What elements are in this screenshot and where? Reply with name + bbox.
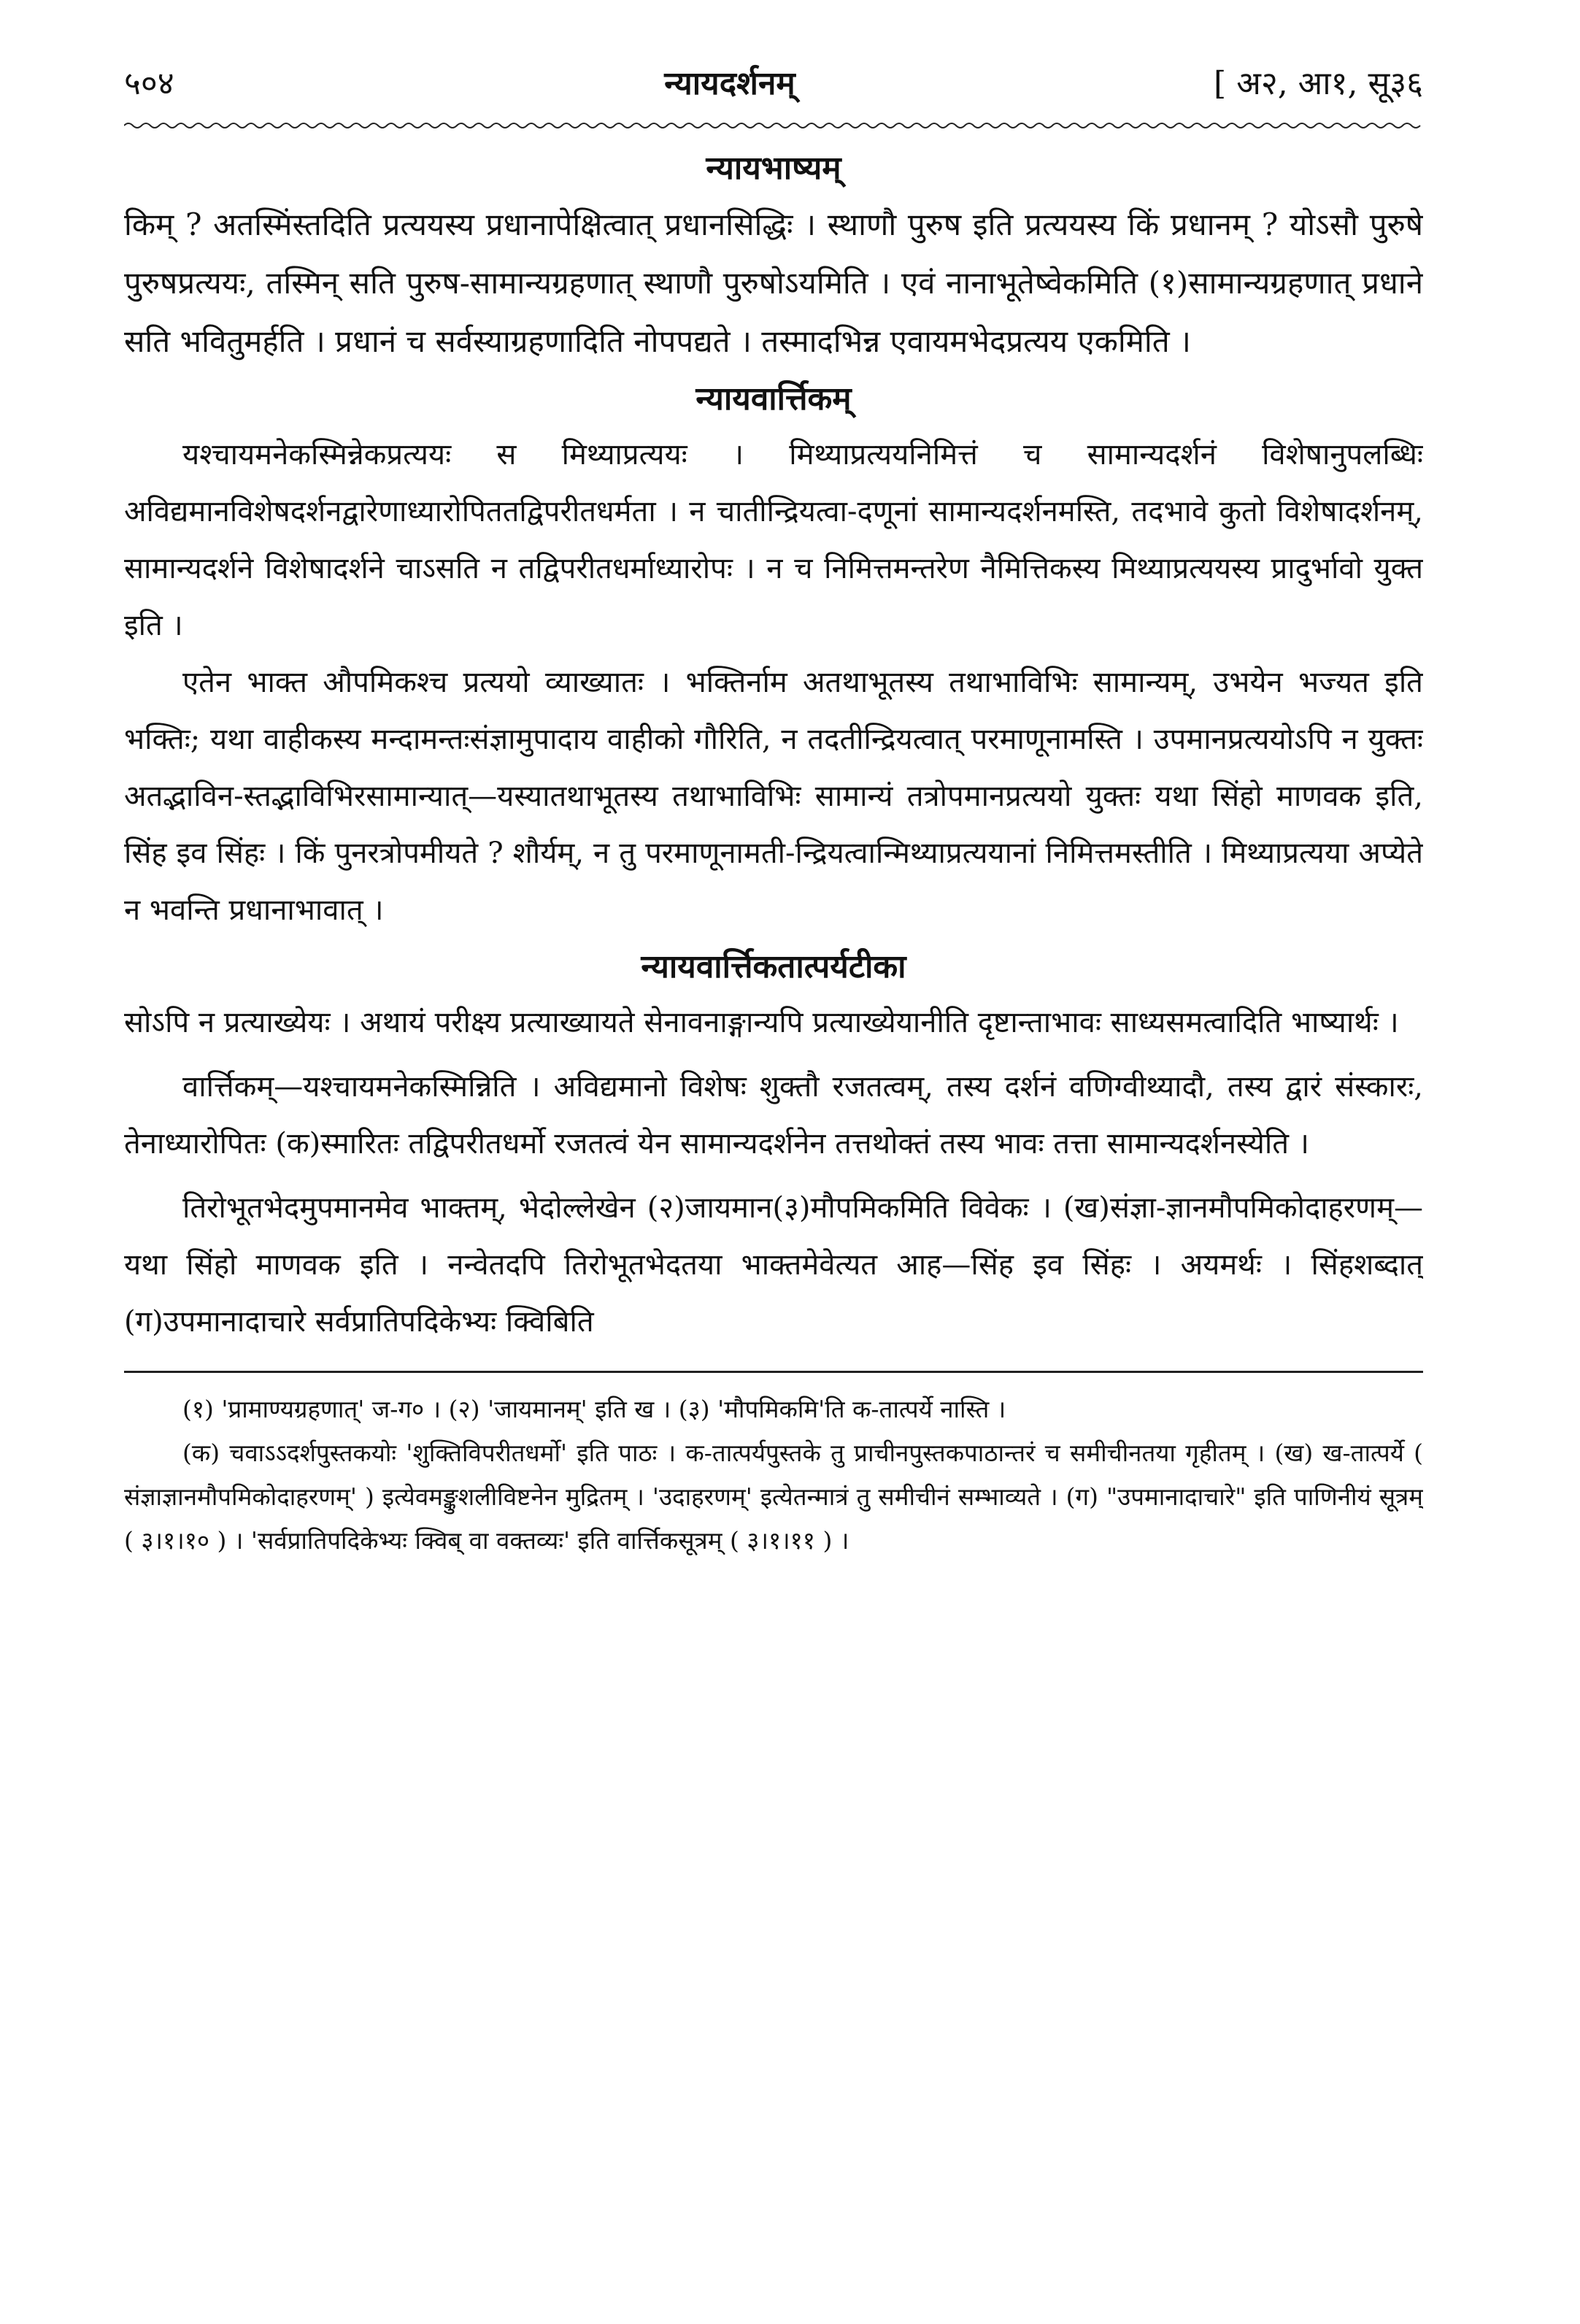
tika-paragraph-1: सोऽपि न प्रत्याख्येयः । अथायं परीक्ष्य प्रत्याख्यायते सेनावनाङ्गान्यपि प्रत्याख्येयानीति दृष्टान्ताभावः साध्यसमत्वादिति भाष्यार्थः ।	[124, 1006, 1399, 1039]
footnote-divider	[124, 1371, 1423, 1373]
vartika-paragraph-1: यश्चायमनेकस्मिन्नेकप्रत्ययः स मिथ्याप्रत्ययः । मिथ्याप्रत्ययनिमित्तं च सामान्यदर्शनं विशेषानुपलब्धिः अविद्यमानविशेषदर्शनद्वारेणाध्यारोपिततद्विपरीतधर्मता । न चातीन्द्रियत्वा-दणूनां सामान्यदर्शनमस्ति, तदभावे कुतो विशेषादर्शनम्, सामान्यदर्शने विशेषादर्शने चाऽसति न तद्विपरीतधर्माध्यारोपः । न च निमित्तमन्तरेण नैमित्तिकस्य मिथ्याप्रत्ययस्य प्रादुर्भावो युक्त इति ।	[124, 438, 1423, 642]
vartika-heading: न्यायवार्त्तिकम्	[695, 380, 852, 418]
tika-paragraph-3: तिरोभूतभेदमुपमानमेव भाक्तम्, भेदोल्लेखेन (२)जायमान(३)मौपमिकमिति विवेकः । (ख)संज्ञा-ज्ञानमौपमिकोदाहरणम्—यथा सिंहो माणवक इति । नन्वेतदपि तिरोभूतभेदतया भाक्तमेवेत्यत आह—सिंह इव सिंहः । अयमर्थः । सिंहशब्दात् (ग)उपमानादाचारे सर्वप्रातिपदिकेभ्यः क्विबिति	[124, 1191, 1423, 1339]
bhashya-text: किम् ? अतस्मिंस्तदिति प्रत्ययस्य प्रधानापेक्षित्वात् प्रधानसिद्धिः । स्थाणौ पुरुष इति प्रत्ययस्य किं प्रधानम् ? योऽसौ पुरुषे पुरुषप्रत्ययः, तस्मिन् सति पुरुष-सामान्यग्रहणात् स्थाणौ पुरुषोऽयमिति । एवं नानाभूतेष्वेकमिति (१)सामान्यग्रहणात् प्रधाने सति भवितुमर्हति । प्रधानं च सर्वस्याग्रहणादिति नोपपद्यते । तस्मादभिन्न एवायमभेदप्रत्यय एकमिति ।	[124, 207, 1423, 359]
wavy-divider	[124, 120, 1423, 131]
document-page	[124, 58, 1423, 2277]
tika-paragraph-2: वार्त्तिकम्—यश्चायमनेकस्मिन्निति । अविद्यमानो विशेषः शुक्तौ रजतत्वम्, तस्य दर्शनं वणिग्वीथ्यादौ, तस्य द्वारं संस्कारः, तेनाध्यारोपितः (क)स्मारितः तद्विपरीतधर्मो रजतत्वं येन सामान्यदर्शनेन तत्तथोक्तं तस्य भावः तत्ता सामान्यदर्शनस्येति ।	[124, 1070, 1423, 1161]
vartika-paragraph-2: एतेन भाक्त औपमिकश्च प्रत्ययो व्याख्यातः । भक्तिर्नाम अतथाभूतस्य तथाभाविभिः सामान्यम्, उभयेन भज्यत इति भक्तिः; यथा वाहीकस्य मन्दामन्तःसंज्ञामुपादाय वाहीको गौरिति, न तदतीन्द्रियत्वात् परमाणूनामस्ति । उपमानप्रत्ययोऽपि न युक्तः अतद्भाविन-स्तद्भाविभिरसामान्यात्—यस्यातथाभूतस्य तथाभाविभिः सामान्यं तत्रोपमानप्रत्ययो युक्तः यथा सिंहो माणवक इति, सिंह इव सिंहः । किं पुनरत्रोपमीयते ? शौर्यम्, न तु परमाणूनामती-न्द्रियत्वान्मिथ्याप्रत्ययानां निमित्तमस्तीति । मिथ्याप्रत्यया अप्येते न भवन्ति प्रधानाभावात् ।	[124, 666, 1423, 927]
book-title: न्यायदर्शनम्	[664, 65, 795, 102]
tika-heading: न्यायवार्त्तिकतात्पर्यटीका	[641, 948, 906, 985]
footnote-numbered: (१) 'प्रामाण्यग्रहणात्' ज-ग० । (२) 'जायमानम्' इति ख । (३) 'मौपमिकमि'ति क-तात्पर्ये नास्ति ।	[182, 1395, 1006, 1423]
page-number: ५०४	[124, 65, 174, 102]
footnote-lettered: (क) चवाऽऽदर्शपुस्तकयोः 'शुक्तिविपरीतधर्मो' इति पाठः । क-तात्पर्यपुस्तके तु प्राचीनपुस्तकपाठान्तरं च समीचीनतया गृहीतम् । (ख) ख-तात्पर्ये ( संज्ञाज्ञानमौपमिकोदाहरणम्' ) इत्येवमङ्कुशलीविष्टनेन मुद्रितम् । 'उदाहरणम्' इत्येतन्मात्रं तु समीचीनं सम्भाव्यते । (ग) "उपमानादाचारे" इति पाणिनीयं सूत्रम् ( ३।१।१० ) । 'सर्वप्रातिपदिकेभ्यः क्विब् वा वक्तव्यः' इति वार्त्तिकसूत्रम् ( ३।१।११ ) ।	[124, 1439, 1423, 1555]
sutra-reference: [ अ२, आ१, सू३६	[1214, 65, 1423, 102]
bhashya-heading: न्यायभाष्यम्	[706, 150, 841, 187]
running-header	[124, 58, 1423, 109]
